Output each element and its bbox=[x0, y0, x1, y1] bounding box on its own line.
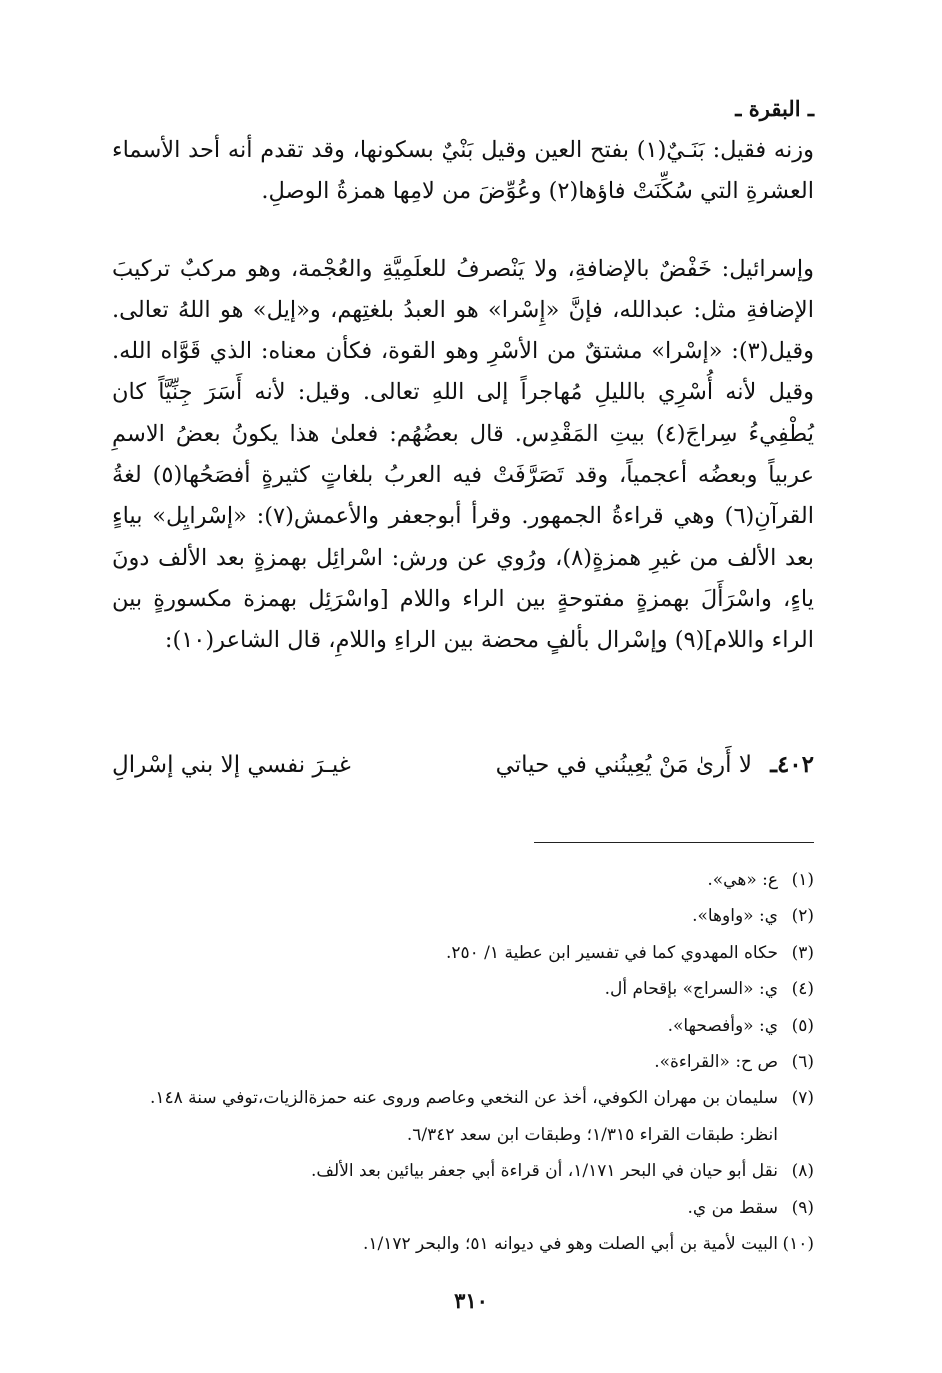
verse-number: ٤٠٢ـ bbox=[770, 751, 814, 778]
footnote-text: ع: «هي». bbox=[707, 870, 778, 890]
footnote-number: (٧) bbox=[791, 1088, 814, 1109]
footnote-item bbox=[112, 971, 814, 1007]
footnote-item bbox=[112, 1008, 814, 1044]
footnote-item bbox=[112, 935, 814, 971]
poetry-verse bbox=[112, 745, 814, 785]
footnote-number: (٤) bbox=[791, 979, 814, 1000]
footnote-item bbox=[112, 898, 814, 934]
verse-second-hemistich: غيـرَ نفسي إلا بني إسْرالِ bbox=[112, 752, 351, 778]
footnote-number: (٩) bbox=[791, 1197, 814, 1218]
footnote-text: سقط من ي. bbox=[687, 1197, 778, 1218]
main-text bbox=[112, 130, 814, 662]
footnote-text: سليمان بن مهران الكوفي، أخذ عن النخعي وعاصم وروى عنه حمزةالزيات،توفي سنة ١٤٨. انظر: طبقات القراء ١/٣١٥؛ وطبقات ابن سعد ٦/٣٤٢. bbox=[149, 1088, 778, 1145]
footnote-item bbox=[112, 862, 814, 898]
footnote-number: (٢) bbox=[791, 906, 814, 927]
page-number: ٣١٠ bbox=[454, 1288, 488, 1313]
footnotes bbox=[112, 862, 814, 1262]
footnote-number: (٣) bbox=[791, 942, 814, 963]
footnote-text: حكاه المهدوي كما في تفسير ابن عطية ١/ ٢٥٠. bbox=[445, 942, 778, 963]
footnote-number: (٦) bbox=[791, 1052, 814, 1073]
footnote-text: نقل أبو حيان في البحر ١/١٧١، أن قراءة أبي جعفر بيائين بعد الألف. bbox=[311, 1161, 778, 1182]
running-header: ـ البقرة ـ bbox=[735, 96, 814, 121]
footnote-text: ي: «السراج» بإقحام أل. bbox=[604, 979, 778, 1000]
footnote-item bbox=[112, 1226, 814, 1262]
footnote-item bbox=[112, 1044, 814, 1080]
verse-first-hemistich: لا أَرىٰ مَنْ يُعِينُني في حياتي bbox=[495, 752, 752, 778]
footnote-text: ص ح: «القراءة». bbox=[654, 1052, 778, 1073]
footnote-number: (٥) bbox=[791, 1015, 814, 1036]
footnote-text: البيت لأمية بن أبي الصلت وهو في ديوانه ٥١؛ والبحر ١/١٧٢. bbox=[362, 1234, 778, 1255]
footnote-separator bbox=[534, 842, 814, 843]
footnote-number: (٨) bbox=[791, 1161, 814, 1182]
footnote-item bbox=[112, 1153, 814, 1189]
footnote-item bbox=[112, 1190, 814, 1226]
footnote-number: (١٠) bbox=[782, 1234, 814, 1255]
footnote-text: ي: «واوها». bbox=[692, 906, 778, 927]
paragraph-1: وزنه فقيل: بَنَـيٌ(١) بفتح العين وقيل بَنْيٌ بسكونها، وقد تقدم أنه أحد الأسماء العشرةِ التي سُكِّنَتْ فاؤها(٢) وعُوِّضَ من لامِها همزةُ الوصلِ. bbox=[112, 137, 814, 205]
paragraph-2: وإسرائيل: خَفْضٌ بالإضافةِ، ولا يَنْصرفُ للعلَمِيَّةِ والعُجْمة، وهو مركبٌ تركيبَ الإضافةِ مثل: عبدالله، فإنَّ «إِسْرا» هو العبدُ بلغتِهم، و«إيل» هو اللهُ تعالى. وقيل(٣): «إسْرا» مشتقٌ من الأسْرِ وهو القوة، فكأن معناه: الذي قَوَّاه الله. وقيل لأنه أُسْرِي بالليلِ مُهاجراً إلى اللهِ تعالى. وقيل: لأنه أَسَرَ جِنِّيَّاً كان يُطْفِيءُ سِراجَ(٤) بيتِ المَقْدِس. قال بعضُهُم: فعلىٰ هذا يكونُ بعضُ الاسمِ عربياً وبعضُه أعجمياً، وقد تَصَرَّفَتْ فيه العربُ بلغاتٍ كثيرةٍ أفصَحُها(٥) لغةُ القرآنِ(٦) وهي قراءةُ الجمهور. وقرأ أبوجعفر والأعمش(٧): «إسْرايِل» بياءٍ بعد الألف من غيرِ همزةٍ(٨)، ورُوي عن ورش: اسْرائِل بهمزةٍ بعد الألف دونَ ياءٍ، واسْرَأَلَ بهمزةٍ مفتوحةٍ بين الراء واللام [واسْرَئِل بهمزة مكسورةٍ بين الراء واللام](٩) وإسْرال بألفٍ محضة بين الراءِ واللامِ، قال الشاعر(١٠): bbox=[112, 255, 814, 654]
footnote-number: (١) bbox=[791, 870, 814, 890]
footnote-text: ي: «وأفصحها». bbox=[667, 1015, 778, 1036]
footnote-item bbox=[112, 1080, 814, 1153]
